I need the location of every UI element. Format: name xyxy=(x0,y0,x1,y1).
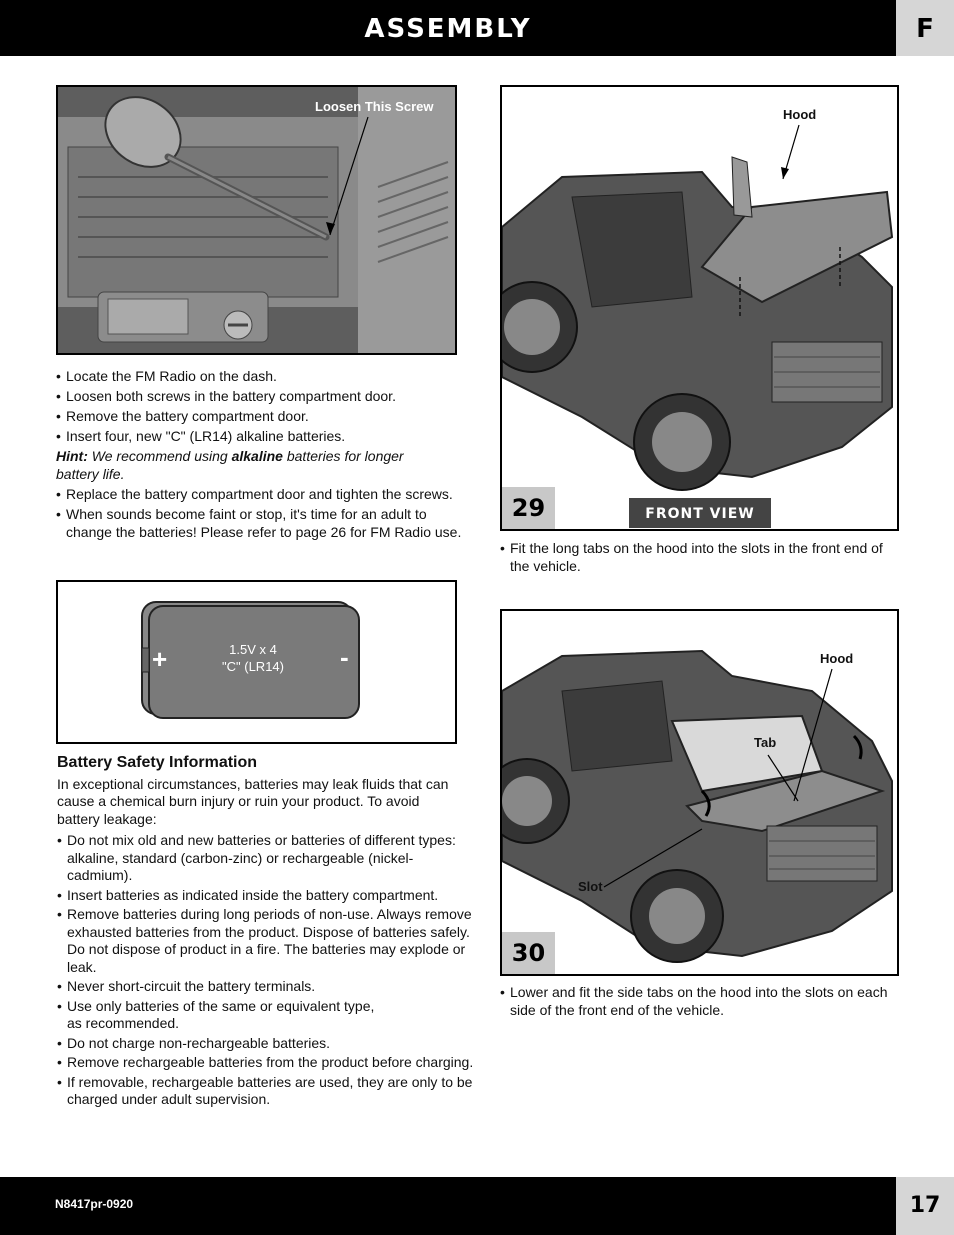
hint-note: Hint: We recommend using alkaline batteries for longer battery life. xyxy=(56,448,404,482)
list-item: • Do not mix old and new batteries or batteries of different types: alkaline, standard (carbon-zinc) or rechargeable (nickel-cadmium). xyxy=(57,832,477,885)
list-item: • Remove the battery compartment door. xyxy=(56,407,466,425)
list-item: • Insert four, new "C" (LR14) alkaline batteries. xyxy=(56,427,466,445)
list-item: • Remove batteries during long periods of non-use. Always remove exhausted batteries from the product. Dispose of batteries safely. Do not dispose of product in a fire. The batteries may explode or leak. xyxy=(57,906,477,976)
page-header xyxy=(0,0,954,56)
hood-label: Hood xyxy=(783,107,817,122)
list-item: • Replace the battery compartment door and tighten the screws. xyxy=(56,485,466,503)
hood-callout-arrow xyxy=(502,87,897,529)
list-item: • Lower and fit the side tabs on the hood into the slots on each side of the front end of the vehicle. xyxy=(500,983,900,1019)
radio-figure xyxy=(56,85,457,355)
battery-minus-symbol: - xyxy=(340,642,349,672)
hint-emphasis: alkaline xyxy=(231,448,283,464)
page-footer xyxy=(0,1177,954,1235)
page-number: 17 xyxy=(896,1177,954,1235)
tab-label: Tab xyxy=(754,735,777,750)
battery-spec-line2: "C" (LR14) xyxy=(222,659,284,674)
safety-intro: In exceptional circumstances, batteries may leak fluids that can cause a chemical burn injury or ruin your product. To avoid battery leakage: xyxy=(57,775,449,827)
screw-callout-arrow xyxy=(58,87,455,353)
battery-figure xyxy=(56,580,457,744)
battery-plus-symbol: + xyxy=(152,644,168,674)
list-item: • Insert batteries as indicated inside the battery compartment. xyxy=(57,887,477,905)
page-title: ASSEMBLY xyxy=(364,14,532,44)
step-29-instruction xyxy=(500,539,900,577)
step-number-badge: 30 xyxy=(502,932,555,974)
section-heading: Battery Safety Information xyxy=(57,754,258,771)
hint-label: Hint: xyxy=(56,448,88,464)
document-code: N8417pr-0920 xyxy=(55,1197,134,1211)
list-item: • Use only batteries of the same or equivalent type, as recommended. xyxy=(57,998,387,1033)
radio-instructions xyxy=(56,367,466,543)
list-item: • If removable, rechargeable batteries are used, they are only to be charged under adult supervision. xyxy=(57,1074,477,1109)
screw-callout-label: Loosen This Screw xyxy=(315,99,434,114)
battery-spec-line1: 1.5V x 4 xyxy=(229,642,277,657)
step-30-instruction xyxy=(500,983,900,1021)
step-30-figure xyxy=(500,609,899,976)
step-29-figure xyxy=(500,85,899,531)
section-letter-tab: F xyxy=(896,0,954,56)
list-item: • Loosen both screws in the battery compartment door. xyxy=(56,387,466,405)
list-item: • When sounds become faint or stop, it's time for an adult to change the batteries! Please refer to page 26 for FM Radio use. xyxy=(56,505,466,541)
list-item: • Locate the FM Radio on the dash. xyxy=(56,367,466,385)
slot-label: Slot xyxy=(578,879,603,894)
callout-arrows xyxy=(502,611,897,974)
list-item: • Do not charge non-rechargeable batteries. xyxy=(57,1035,477,1053)
hood-label: Hood xyxy=(820,651,854,666)
step-number-badge: 29 xyxy=(502,487,555,529)
front-view-label: FRONT VIEW xyxy=(629,498,771,528)
battery-safety-section xyxy=(57,754,477,1111)
list-item: • Never short-circuit the battery terminals. xyxy=(57,978,477,996)
list-item: • Remove rechargeable batteries from the product before charging. xyxy=(57,1054,477,1072)
list-item: • Fit the long tabs on the hood into the slots in the front end of the vehicle. xyxy=(500,539,900,575)
